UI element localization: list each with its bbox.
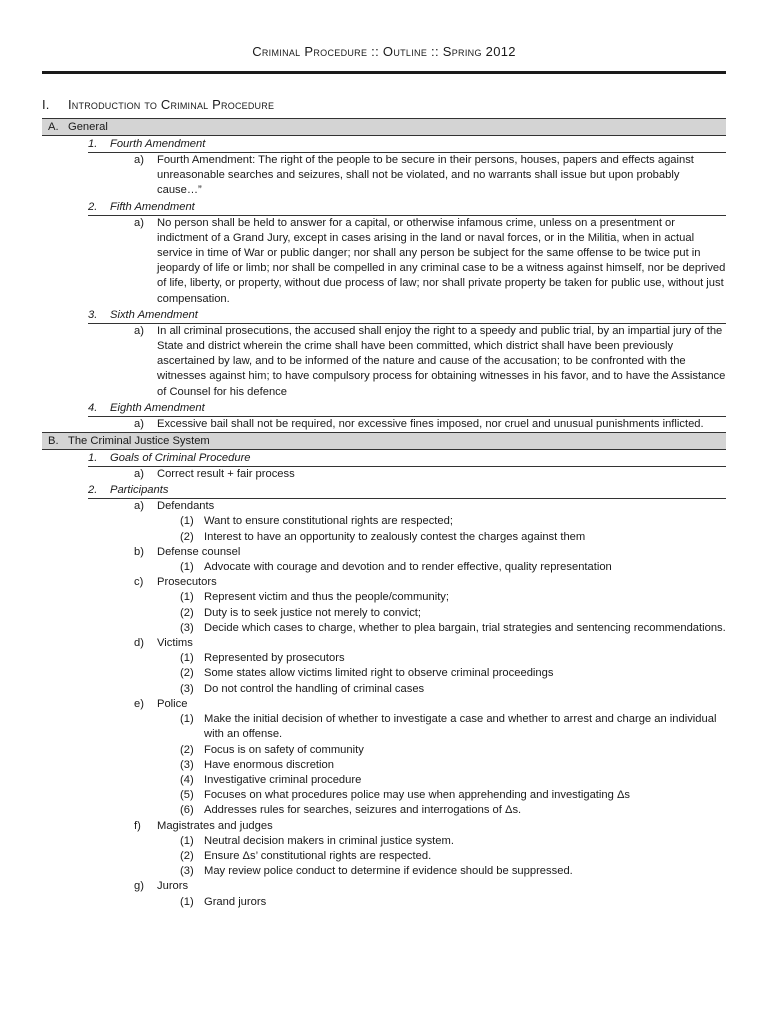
outline-point (42, 621, 726, 636)
point-number: (4) (180, 773, 194, 786)
outline-point (42, 606, 726, 621)
page-header: Criminal Procedure :: Outline :: Spring 2012 (252, 44, 516, 59)
topic-number: 2. (88, 484, 98, 497)
topic-number: 3. (88, 308, 98, 321)
item-letter: a) (134, 500, 144, 513)
outline-point (42, 743, 726, 758)
outline-point (42, 682, 726, 697)
point-number: (1) (180, 713, 194, 726)
point-text: Ensure Δs’ constitutional rights are respected. (204, 849, 432, 862)
outline-item (42, 467, 726, 482)
topic-heading (88, 482, 726, 499)
point-number: (2) (180, 849, 194, 862)
point-number: (3) (180, 621, 194, 634)
outline-point (42, 849, 726, 864)
outline-point (42, 834, 726, 849)
outline-point (42, 666, 726, 681)
topic-heading (88, 400, 726, 417)
item-letter: a) (134, 154, 144, 166)
item-text: No person shall be held to answer for a capital, or otherwise infamous crime, unless on a presentment or indictment of a Grand Jury, except in cases arising in the land or naval forces, or in the Militia, when in actual service in time of War or public danger; nor shall any person be subject for the same offense to be twice put in jeopardy of life or limb; nor shall be compelled in any criminal case to be a witness against himself, nor be deprived of life, liberty, or property, without due process of law; nor shall private property be taken for public use, without just compensation. (157, 216, 726, 305)
header-rule (42, 71, 726, 74)
point-number: (6) (180, 804, 194, 817)
topic-heading (88, 307, 726, 324)
topic-title: Participants (110, 484, 169, 497)
point-number: (5) (180, 789, 194, 802)
point-text: Represented by prosecutors (204, 652, 345, 665)
outline-item (42, 819, 726, 834)
outline-item (42, 324, 726, 400)
outline-item (42, 545, 726, 560)
item-letter: a) (134, 324, 144, 337)
outline-point (42, 895, 726, 910)
subsection-heading-general (42, 118, 726, 136)
outline-point (42, 514, 726, 529)
item-text: Defendants (157, 500, 215, 513)
topic-title: Goals of Criminal Procedure (110, 452, 251, 465)
point-number: (2) (180, 667, 194, 680)
item-text: Defense counsel (157, 545, 241, 558)
topic-heading (88, 450, 726, 467)
item-letter: d) (134, 637, 144, 650)
subsection-title: The Criminal Justice System (68, 435, 210, 448)
point-number: (3) (180, 682, 194, 695)
outline-item (42, 697, 726, 712)
point-text: Focuses on what procedures police may use when apprehending and investigating Δs (204, 789, 631, 802)
outline-point (42, 758, 726, 773)
point-text: Duty is to seek justice not merely to convict; (204, 606, 421, 619)
item-letter: a) (134, 417, 144, 430)
topic-heading (88, 136, 726, 153)
item-letter: g) (134, 880, 144, 893)
outline-item (42, 417, 726, 432)
topic-number: 1. (88, 138, 98, 150)
item-letter: a) (134, 468, 144, 481)
item-letter: e) (134, 697, 144, 710)
item-text: Fourth Amendment: The right of the people to be secure in their persons, houses, papers and effects against unreasonable searches and seizures, shall not be violated, and no warrants shall issue but upon probably cause…” (157, 154, 694, 197)
topic-title: Sixth Amendment (110, 308, 198, 321)
subsection-heading-criminal-justice-system (42, 432, 726, 450)
point-text: Represent victim and thus the people/community; (204, 591, 450, 604)
point-number: (2) (180, 743, 194, 756)
point-text: Do not control the handling of criminal cases (204, 682, 425, 695)
point-text: Neutral decision makers in criminal justice system. (204, 834, 454, 847)
item-text: Prosecutors (157, 576, 217, 589)
topic-number: 4. (88, 401, 98, 414)
outline-body (42, 118, 726, 910)
item-text: In all criminal prosecutions, the accused shall enjoy the right to a speedy and public trial, by an impartial jury of the State and district wherein the crime shall have been committed, which district shall have been previously ascertained by law, and to be informed of the nature and cause of the accusation; to be confronted with the witnesses against him; to have compulsory process for obtaining witnesses in his favor, and to have the Assistance of Counsel for his defence (157, 324, 726, 398)
section-number: I. (42, 97, 50, 112)
outline-item (42, 153, 726, 199)
topic-title: Fifth Amendment (110, 200, 195, 213)
outline-item (42, 879, 726, 894)
point-text: Advocate with courage and devotion and to render effective, quality representation (204, 561, 612, 574)
point-number: (1) (180, 834, 194, 847)
item-text: Correct result + fair process (157, 468, 295, 481)
topic-title: Eighth Amendment (110, 401, 205, 414)
point-number: (1) (180, 591, 194, 604)
item-text: Jurors (157, 880, 189, 893)
point-text: Want to ensure constitutional rights are respected; (204, 515, 453, 528)
outline-item (42, 499, 726, 514)
point-text: Decide which cases to charge, whether to plea bargain, trial strategies and sentencing recommendations. (204, 621, 726, 634)
item-text: Police (157, 697, 188, 710)
item-letter: c) (134, 576, 144, 589)
subsection-number: A. (48, 121, 59, 133)
point-number: (2) (180, 606, 194, 619)
topic-title: Fourth Amendment (110, 138, 206, 150)
item-letter: f) (134, 819, 141, 832)
point-text: Interest to have an opportunity to zealously contest the charges against them (204, 530, 586, 543)
point-text: Addresses rules for searches, seizures and interrogations of Δs. (204, 804, 522, 817)
topic-number: 1. (88, 452, 98, 465)
point-number: (1) (180, 652, 194, 665)
outline-point (42, 530, 726, 545)
item-text: Magistrates and judges (157, 819, 273, 832)
point-number: (3) (180, 758, 194, 771)
point-text: Focus is on safety of community (204, 743, 364, 756)
point-text: Grand jurors (204, 895, 267, 908)
outline-point (42, 651, 726, 666)
outline-point (42, 560, 726, 575)
item-text: Victims (157, 637, 193, 650)
outline-point (42, 773, 726, 788)
topic-heading (88, 199, 726, 216)
point-number: (1) (180, 515, 194, 528)
point-number: (1) (180, 895, 194, 908)
section-heading (42, 97, 726, 112)
subsection-number: B. (48, 435, 59, 448)
outline-point (42, 864, 726, 879)
item-letter: a) (134, 216, 144, 229)
item-text: Excessive bail shall not be required, nor excessive fines imposed, nor cruel and unusual punishments inflicted. (157, 417, 704, 430)
outline-point (42, 590, 726, 605)
point-text: Some states allow victims limited right to observe criminal proceedings (204, 667, 554, 680)
subsection-title: General (68, 121, 108, 133)
item-letter: b) (134, 545, 144, 558)
point-text: May review police conduct to determine if evidence should be suppressed. (204, 865, 573, 878)
outline-item (42, 575, 726, 590)
outline-item (42, 216, 726, 307)
point-text: Have enormous discretion (204, 758, 334, 771)
point-text: Investigative criminal procedure (204, 773, 362, 786)
outline-point (42, 803, 726, 818)
section-title: Introduction to Criminal Procedure (68, 97, 275, 112)
point-text: Make the initial decision of whether to investigate a case and whether to arrest and charge an individual with an offense. (204, 713, 717, 741)
outline-item (42, 636, 726, 651)
outline-point (42, 788, 726, 803)
outline-point (42, 712, 726, 742)
point-number: (2) (180, 530, 194, 543)
topic-number: 2. (88, 200, 98, 213)
point-number: (1) (180, 561, 194, 574)
point-number: (3) (180, 865, 194, 878)
